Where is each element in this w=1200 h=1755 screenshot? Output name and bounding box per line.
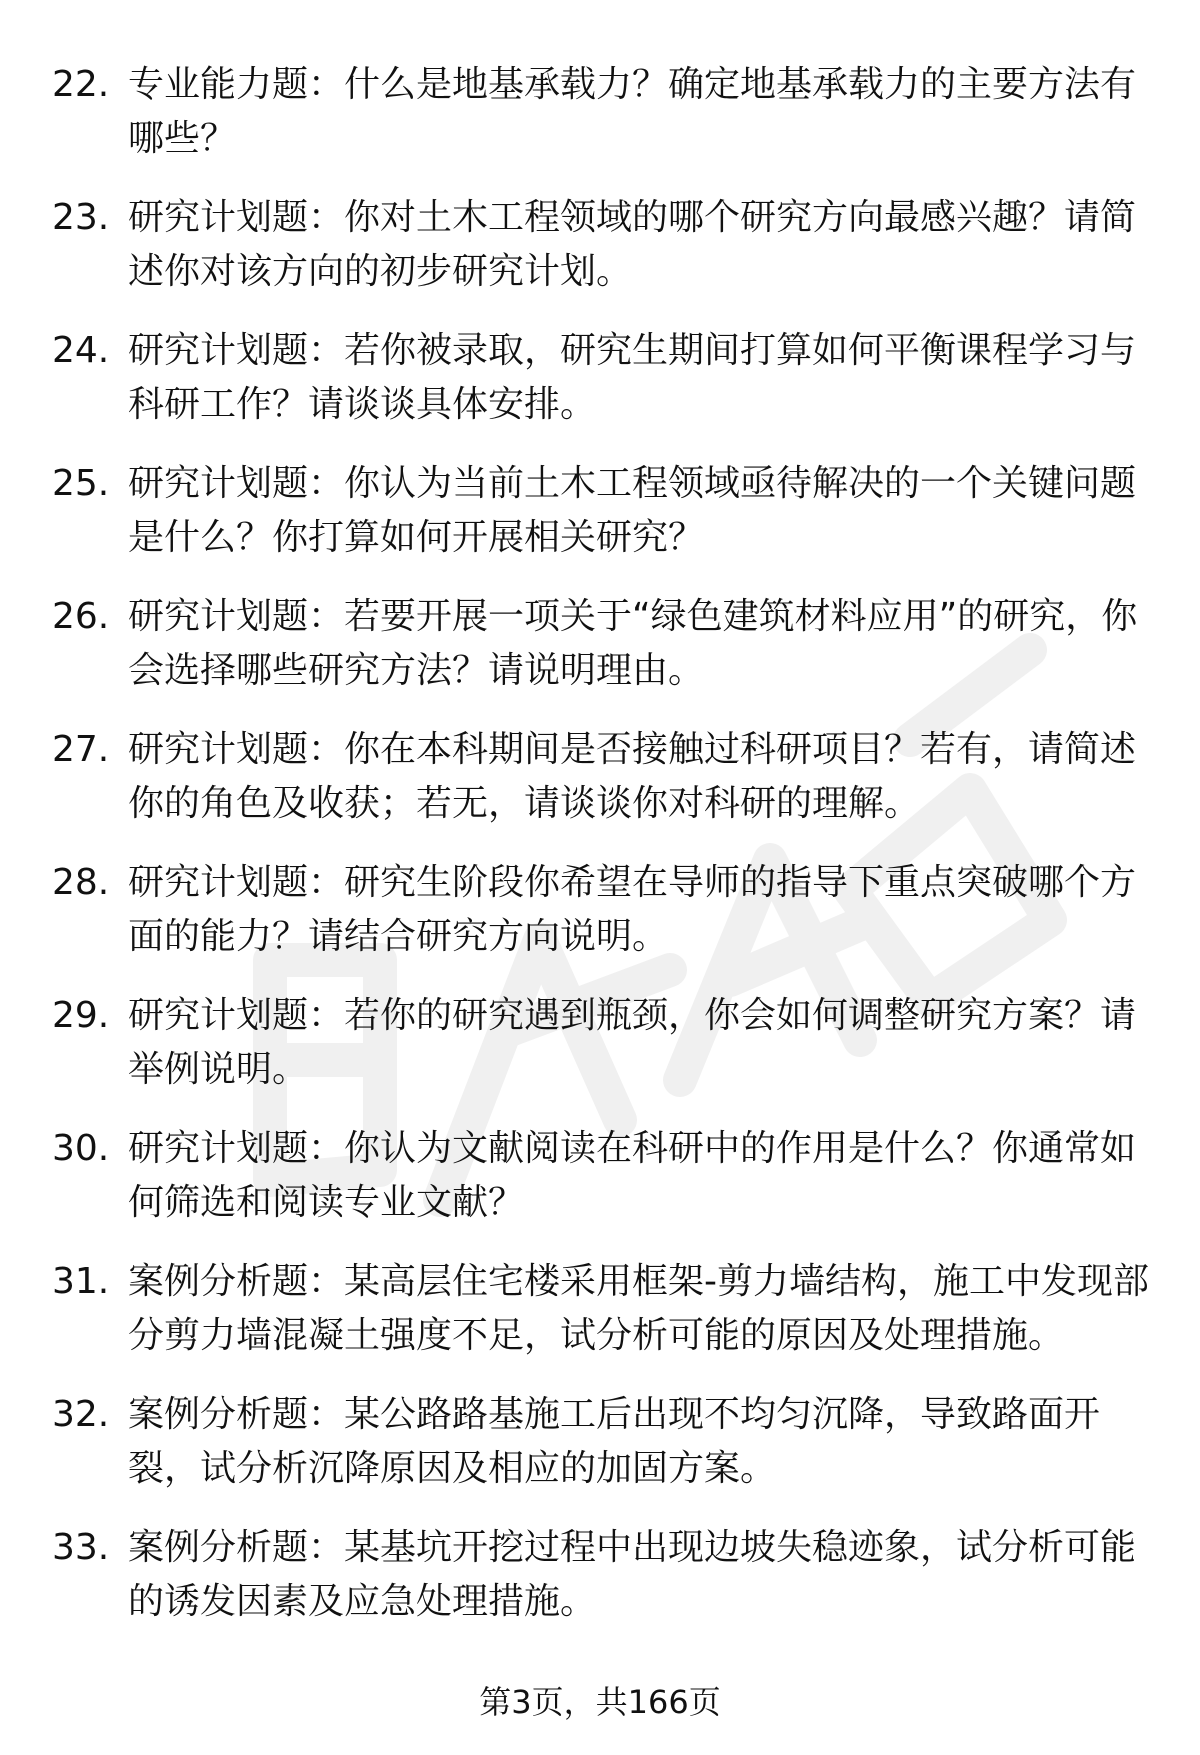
question-number: 23. [52, 197, 110, 238]
question-number: 33. [52, 1527, 110, 1568]
question-number: 31. [52, 1261, 110, 1302]
question-number: 26. [52, 596, 110, 637]
question-text: 研究计划题：研究生阶段你希望在导师的指导下重点突破哪个方面的能力？请结合研究方向说明。 [128, 862, 1137, 957]
list-item [52, 324, 1152, 432]
list-item [52, 1255, 1152, 1363]
question-text: 研究计划题：若你被录取，研究生期间打算如何平衡课程学习与科研工作？请谈谈具体安排。 [128, 330, 1137, 425]
question-text: 案例分析题：某公路路基施工后出现不均匀沉降，导致路面开裂，试分析沉降原因及相应的加固方案。 [128, 1394, 1101, 1489]
list-item [52, 1122, 1152, 1230]
list-item [52, 1521, 1152, 1629]
question-number: 29. [52, 995, 110, 1036]
question-text: 专业能力题：什么是地基承载力？确定地基承载力的主要方法有哪些？ [128, 64, 1137, 159]
list-item [52, 1388, 1152, 1496]
question-text: 案例分析题：某基坑开挖过程中出现边坡失稳迹象，试分析可能的诱发因素及应急处理措施。 [128, 1527, 1137, 1622]
question-text: 研究计划题：你认为当前土木工程领域亟待解决的一个关键问题是什么？你打算如何开展相关研究？ [128, 463, 1137, 558]
question-text: 研究计划题：若你的研究遇到瓶颈，你会如何调整研究方案？请举例说明。 [128, 995, 1137, 1090]
question-number: 28. [52, 862, 110, 903]
question-number: 25. [52, 463, 110, 504]
question-text: 案例分析题：某高层住宅楼采用框架-剪力墙结构，施工中发现部分剪力墙混凝土强度不足，试分析可能的原因及处理措施。 [128, 1261, 1149, 1356]
question-text: 研究计划题：你在本科期间是否接触过科研项目？若有，请简述你的角色及收获；若无，请谈谈你对科研的理解。 [128, 729, 1137, 824]
question-text: 研究计划题：你认为文献阅读在科研中的作用是什么？你通常如何筛选和阅读专业文献？ [128, 1128, 1137, 1223]
question-list [52, 58, 1152, 1654]
question-text: 研究计划题：你对土木工程领域的哪个研究方向最感兴趣？请简述你对该方向的初步研究计划。 [128, 197, 1137, 292]
question-number: 30. [52, 1128, 110, 1169]
list-item [52, 58, 1152, 166]
question-number: 27. [52, 729, 110, 770]
question-text: 研究计划题：若要开展一项关于“绿色建筑材料应用”的研究，你会选择哪些研究方法？请说明理由。 [128, 596, 1138, 691]
list-item [52, 723, 1152, 831]
question-number: 24. [52, 330, 110, 371]
question-number: 32. [52, 1394, 110, 1435]
list-item [52, 989, 1152, 1097]
list-item [52, 457, 1152, 565]
list-item [52, 590, 1152, 698]
page-footer: 第3页，共166页 [479, 1683, 721, 1721]
question-number: 22. [52, 64, 110, 105]
list-item [52, 856, 1152, 964]
list-item [52, 191, 1152, 299]
